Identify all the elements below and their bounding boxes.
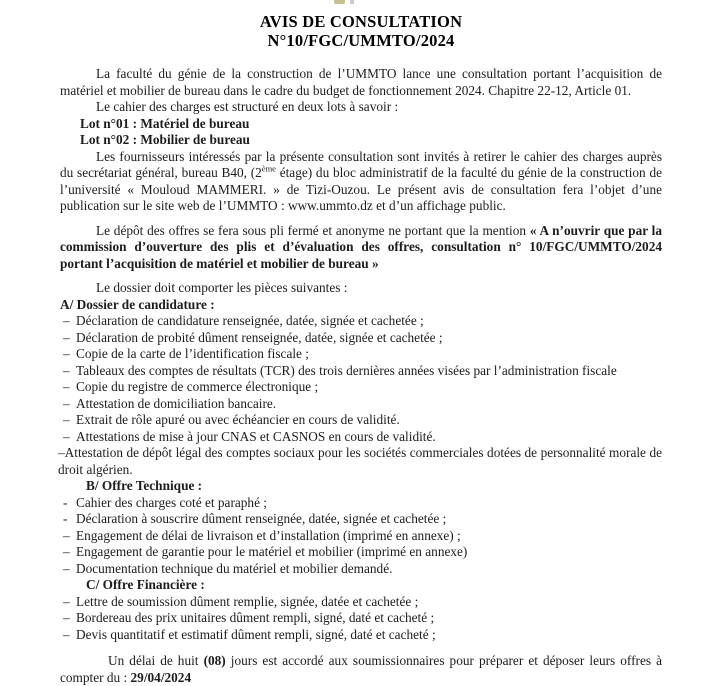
list-item bbox=[60, 379, 662, 396]
title-line-2: N°10/FGC/UMMTO/2024 bbox=[267, 31, 455, 50]
list-item bbox=[60, 610, 662, 627]
list-item-text: Copie du registre de commerce électronique ; bbox=[76, 379, 319, 394]
list-item bbox=[60, 313, 662, 330]
list-item-text: Attestations de mise à jour CNAS et CASNOS en cours de validité. bbox=[76, 428, 436, 444]
list-item bbox=[60, 363, 662, 380]
list-item bbox=[60, 544, 662, 561]
title-line-1: AVIS DE CONSULTATION bbox=[259, 12, 463, 31]
list-item-text: Attestation de dépôt légal des comptes sociaux pour les sociétés commerciales dotées de personnalité morale de droit algérien. bbox=[58, 445, 662, 477]
dash-marker: - bbox=[63, 494, 68, 510]
list-item-text: Copie de la carte de l’identification fiscale ; bbox=[76, 346, 309, 361]
dash-marker: – bbox=[63, 379, 70, 394]
dash-marker: - bbox=[63, 511, 68, 526]
list-item bbox=[60, 561, 662, 578]
list-item-text: Documentation technique du matériel et mobilier demandé. bbox=[76, 560, 393, 576]
dossier-lead: Le dossier doit comporter les pièces suivantes : bbox=[96, 280, 348, 295]
dash-marker: – bbox=[63, 544, 70, 559]
retrait-paragraph bbox=[60, 149, 662, 215]
logo-fragment-olive bbox=[334, 0, 345, 4]
dash-marker: – bbox=[63, 346, 70, 361]
lot-2-label: Lot n°02 : Mobilier de bureau bbox=[80, 132, 250, 147]
logo-fragment-gray bbox=[350, 0, 354, 4]
list-item-text: Tableaux des comptes de résultats (TCR) des trois dernières années visées par l’administration fiscale bbox=[76, 362, 617, 378]
section-a-heading: A/ Dossier de candidature : bbox=[60, 296, 215, 312]
list-item-text: Déclaration de probité dûment renseignée, datée, signée et cachetée ; bbox=[76, 329, 443, 345]
list-item-text: Engagement de délai de livraison et d’installation (imprimé en annexe) ; bbox=[76, 527, 461, 543]
list-item bbox=[60, 528, 662, 545]
ordinal-superscript: ème bbox=[261, 163, 276, 174]
section-c-heading: C/ Offre Financière : bbox=[86, 577, 205, 592]
list-item bbox=[60, 511, 662, 528]
depot-paragraph bbox=[60, 223, 662, 273]
spacer bbox=[60, 643, 662, 653]
list-item bbox=[60, 412, 662, 429]
retrait-text-1: Les fournisseurs intéressés par la présente consultation sont invités à retirer le cahier des charges auprès du secrétariat général, bureau B40, (2 bbox=[60, 148, 662, 180]
list-item-text: Déclaration à souscrire dûment renseignée, datée, signée et cachetée ; bbox=[76, 511, 447, 526]
dash-marker: – bbox=[63, 395, 70, 411]
closing-paragraph bbox=[60, 653, 662, 686]
closing-text-1: Un délai de huit bbox=[108, 653, 204, 668]
closing-text-2: jours est accordé aux soumissionnaires pour préparer et déposer leurs offres à compter du : bbox=[60, 653, 663, 685]
list-item-text: Cahier des charges coté et paraphé ; bbox=[76, 494, 267, 510]
list-item bbox=[60, 495, 662, 512]
dash-marker: – bbox=[63, 626, 70, 642]
list-item bbox=[60, 594, 662, 611]
dash-marker: – bbox=[63, 560, 70, 576]
depot-mention: « A n’ouvrir que par la commission d’ouverture des plis et d’évaluation des offres, consultation n° 10/FGC/UMMTO/2024 portant l’acquisition de matériel et mobilier de bureau » bbox=[60, 222, 663, 271]
closing-date: 29/04/2024 bbox=[130, 669, 192, 685]
list-item-text: Lettre de soumission dûment remplie, signée, datée et cachetée ; bbox=[76, 593, 419, 609]
list-item bbox=[60, 627, 662, 644]
section-b-heading: B/ Offre Technique : bbox=[86, 478, 203, 493]
list-item-text: Extrait de rôle apuré ou avec échéancier en cours de validité. bbox=[76, 412, 400, 427]
dash-marker: – bbox=[63, 329, 70, 345]
intro-paragraph: La faculté du génie de la construction de l’UMMTO lance une consultation portant l’acquisition de matériel et mobilier de bureau dans le cadre du budget de fonctionnement 2024. Chapitre 22-12, Article 01. bbox=[60, 66, 662, 98]
dash-marker: – bbox=[63, 610, 70, 625]
spacer bbox=[60, 215, 662, 223]
depot-lead: Le dépôt des offres se fera sous pli fermé et anonyme ne portant que la mention bbox=[96, 222, 530, 238]
list-item-text: Devis quantitatif et estimatif dûment rempli, signé, daté et cacheté ; bbox=[76, 626, 436, 642]
list-item-text: Déclaration de candidature renseignée, datée, signée et cachetée ; bbox=[76, 313, 424, 328]
list-item-wrapped bbox=[58, 445, 662, 478]
closing-delay: (08) bbox=[203, 653, 226, 668]
list-item-text: Engagement de garantie pour le matériel et mobilier (imprimé en annexe) bbox=[76, 544, 468, 559]
list-item bbox=[60, 330, 662, 347]
dash-marker: – bbox=[63, 313, 70, 328]
lot-1-label: Lot n°01 : Matériel de bureau bbox=[80, 115, 250, 131]
lots-lead: Le cahier des charges est structuré en deux lots à savoir : bbox=[96, 99, 399, 114]
list-item bbox=[60, 429, 662, 446]
dash-marker: – bbox=[63, 362, 70, 378]
list-item bbox=[60, 396, 662, 413]
list-item-text: Bordereau des prix unitaires dûment rempli, signé, daté et cacheté ; bbox=[76, 610, 435, 625]
dash-marker: – bbox=[58, 445, 65, 460]
list-item-text: Attestation de domiciliation bancaire. bbox=[76, 395, 277, 411]
dash-marker: – bbox=[63, 412, 70, 427]
retrait-text-2: étage) du bloc administratif de la faculté du génie de la construction de l’université « Mouloud MAMMERI. » de Tizi-Ouzou. Le présent avis de consultation fera l’objet d’une publication sur le site web de l’UMMTO : www.ummto.dz et d’un affichage public. bbox=[60, 165, 662, 213]
list-item bbox=[60, 346, 662, 363]
dash-marker: – bbox=[63, 593, 70, 609]
spacer bbox=[60, 50, 662, 66]
document-title bbox=[60, 0, 662, 50]
dash-marker: – bbox=[63, 428, 70, 444]
spacer bbox=[60, 272, 662, 280]
dash-marker: – bbox=[63, 527, 70, 543]
